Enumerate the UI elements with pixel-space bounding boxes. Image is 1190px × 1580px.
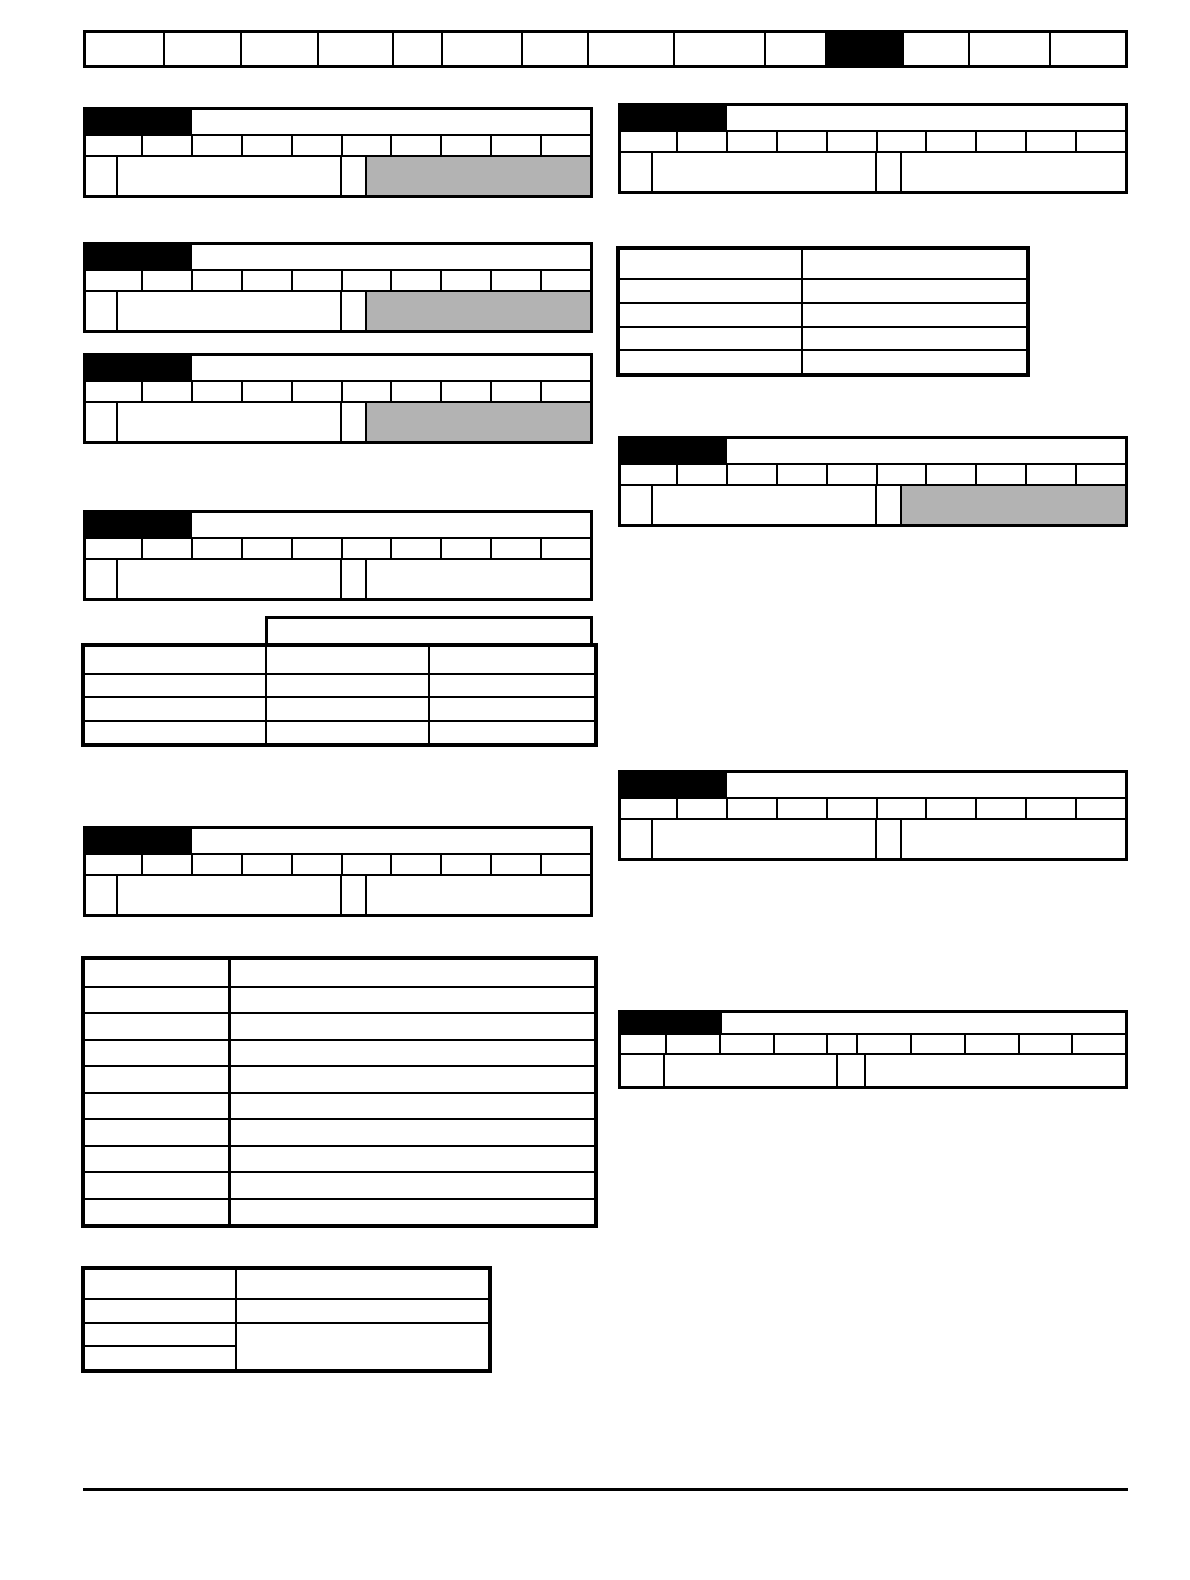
bit-cell xyxy=(667,1035,721,1053)
parameter-name xyxy=(192,513,590,537)
bit-cell xyxy=(621,799,678,818)
bit-cell xyxy=(878,799,928,818)
bit-cell xyxy=(392,382,442,401)
table-header-cell xyxy=(84,1269,236,1299)
bit-cell xyxy=(828,799,878,818)
bit-cell xyxy=(343,855,393,874)
default-marker xyxy=(877,820,902,858)
nav-item-active[interactable] xyxy=(827,33,904,65)
bit-cell xyxy=(86,539,143,558)
default-marker xyxy=(342,403,367,441)
table-cell xyxy=(619,327,802,351)
table-header-cell xyxy=(84,646,266,674)
parameter-name xyxy=(722,1013,1125,1033)
bit-cell xyxy=(1027,465,1077,484)
table-cell xyxy=(84,1093,229,1119)
parameter-range-row xyxy=(621,153,1125,191)
table-merged-cell xyxy=(236,1323,489,1370)
bit-cell xyxy=(977,799,1027,818)
parameter-name xyxy=(192,829,590,853)
table-cell xyxy=(802,303,1027,327)
table-cell xyxy=(229,1172,595,1198)
parameter-block xyxy=(83,107,593,198)
bit-cell xyxy=(243,855,293,874)
table-cell xyxy=(84,1299,236,1323)
range-value xyxy=(653,820,877,858)
table-cell xyxy=(229,1093,595,1119)
range-marker xyxy=(86,560,118,598)
parameter-number xyxy=(86,356,192,380)
table-cell xyxy=(802,279,1027,303)
parameter-range-row xyxy=(86,560,590,598)
parameter-range-row xyxy=(86,876,590,914)
bit-cell xyxy=(492,382,542,401)
parameter-name xyxy=(192,245,590,269)
parameter-number xyxy=(621,439,727,463)
bit-cell xyxy=(858,1035,912,1053)
bit-cell xyxy=(293,136,343,155)
bit-cell xyxy=(243,271,293,290)
bit-cell xyxy=(621,465,678,484)
bit-cell xyxy=(293,539,343,558)
table-cell xyxy=(229,1013,595,1039)
parameter-number xyxy=(86,513,192,537)
bit-cell xyxy=(143,539,193,558)
parameter-block xyxy=(618,436,1128,527)
bit-cell xyxy=(143,136,193,155)
table-header-cell xyxy=(619,249,802,279)
range-marker xyxy=(621,820,653,858)
parameter-name xyxy=(727,439,1125,463)
bit-cell xyxy=(293,271,343,290)
nav-item[interactable] xyxy=(904,33,970,65)
default-marker xyxy=(342,292,367,330)
parameter-block xyxy=(618,103,1128,194)
table-cell xyxy=(266,674,429,697)
table-cell xyxy=(84,1013,229,1039)
nav-item[interactable] xyxy=(1051,33,1125,65)
table-cell xyxy=(229,1146,595,1172)
table-cell xyxy=(229,1199,595,1226)
parameter-block xyxy=(618,1010,1128,1089)
default-marker xyxy=(342,560,367,598)
bit-cell xyxy=(143,855,193,874)
bit-cell xyxy=(392,271,442,290)
bit-cell xyxy=(542,271,590,290)
range-value xyxy=(118,292,342,330)
bit-cell xyxy=(828,132,878,151)
table-cell xyxy=(229,987,595,1013)
bit-cell xyxy=(728,132,778,151)
parameter-bit-row xyxy=(621,799,1125,820)
nav-item[interactable] xyxy=(242,33,319,65)
bit-cell xyxy=(678,799,728,818)
bit-cell xyxy=(86,855,143,874)
range-value xyxy=(118,157,342,195)
nav-item[interactable] xyxy=(86,33,165,65)
bit-cell xyxy=(966,1035,1020,1053)
parameter-block xyxy=(83,353,593,444)
bit-cell xyxy=(193,271,243,290)
nav-item[interactable] xyxy=(394,33,443,65)
bit-cell xyxy=(778,465,828,484)
bit-cell xyxy=(1077,465,1125,484)
bit-cell xyxy=(442,539,492,558)
table-cell xyxy=(84,1040,229,1066)
footer-divider xyxy=(83,1488,1128,1491)
bit-cell xyxy=(778,132,828,151)
range-marker xyxy=(86,157,118,195)
parameter-range-row xyxy=(86,403,590,441)
right-two-column-table xyxy=(618,248,1028,375)
parameter-bit-row xyxy=(621,132,1125,153)
parameter-range-row xyxy=(621,486,1125,524)
bit-cell xyxy=(1020,1035,1074,1053)
bit-cell xyxy=(492,271,542,290)
parameter-block xyxy=(83,242,593,333)
parameter-number xyxy=(621,106,727,130)
table-cell xyxy=(84,1346,236,1370)
bit-cell xyxy=(293,382,343,401)
bit-cell xyxy=(678,132,728,151)
bit-cell xyxy=(778,799,828,818)
parameter-block xyxy=(83,826,593,917)
bit-cell xyxy=(878,465,928,484)
bit-cell xyxy=(243,136,293,155)
bit-cell xyxy=(392,855,442,874)
range-marker xyxy=(621,1055,665,1086)
table-header-cell xyxy=(266,646,429,674)
nav-item[interactable] xyxy=(589,33,676,65)
bit-cell xyxy=(492,855,542,874)
bit-cell xyxy=(977,132,1027,151)
default-value xyxy=(902,820,1125,858)
header-nav-bar xyxy=(83,30,1128,68)
bit-cell xyxy=(912,1035,966,1053)
nav-item[interactable] xyxy=(675,33,766,65)
bit-cell xyxy=(542,136,590,155)
parameter-number xyxy=(621,773,727,797)
merged-two-column-table xyxy=(83,1268,490,1371)
table-cell xyxy=(429,697,595,720)
table-header-cell xyxy=(229,959,595,987)
parameter-number xyxy=(86,245,192,269)
table-cell xyxy=(266,697,429,720)
parameter-number xyxy=(621,1013,722,1033)
table-cell xyxy=(429,674,595,697)
table-cell xyxy=(84,987,229,1013)
parameter-name xyxy=(192,356,590,380)
bit-cell xyxy=(878,132,928,151)
nav-item[interactable] xyxy=(970,33,1051,65)
table-header-cell xyxy=(429,646,595,674)
table-cell xyxy=(84,1119,229,1145)
bit-cell xyxy=(86,271,143,290)
default-marker xyxy=(877,486,902,524)
bit-cell xyxy=(828,1035,858,1053)
nav-item[interactable] xyxy=(443,33,523,65)
bit-cell xyxy=(442,855,492,874)
bit-cell xyxy=(542,539,590,558)
range-marker xyxy=(86,292,118,330)
parameter-bit-row xyxy=(86,855,590,876)
default-value xyxy=(367,876,590,914)
table-cell xyxy=(619,350,802,374)
two-column-table xyxy=(83,958,596,1226)
bit-cell xyxy=(243,539,293,558)
table-header-cell xyxy=(236,1269,489,1299)
table-cell xyxy=(266,721,429,744)
default-marker xyxy=(342,876,367,914)
default-marker xyxy=(877,153,902,191)
table-cell xyxy=(229,1119,595,1145)
table-cell xyxy=(84,697,266,720)
table-cell xyxy=(619,303,802,327)
bit-cell xyxy=(492,136,542,155)
bit-cell xyxy=(86,382,143,401)
parameter-bit-row xyxy=(621,465,1125,486)
bit-cell xyxy=(1077,799,1125,818)
bit-cell xyxy=(542,382,590,401)
bit-cell xyxy=(143,382,193,401)
parameter-range-row xyxy=(621,820,1125,858)
table-cell xyxy=(84,1199,229,1226)
range-marker xyxy=(86,403,118,441)
bit-cell xyxy=(492,539,542,558)
parameter-name xyxy=(192,110,590,134)
default-value-shaded xyxy=(367,403,590,441)
bit-cell xyxy=(343,271,393,290)
bit-cell xyxy=(542,855,590,874)
bit-cell xyxy=(621,1035,667,1053)
range-marker xyxy=(86,876,118,914)
table-group-header xyxy=(265,616,593,646)
default-value-shaded xyxy=(367,292,590,330)
table-cell xyxy=(84,721,266,744)
nav-item[interactable] xyxy=(766,33,827,65)
parameter-range-row xyxy=(86,292,590,330)
parameter-name xyxy=(727,106,1125,130)
bit-cell xyxy=(728,465,778,484)
bit-cell xyxy=(442,136,492,155)
table-cell xyxy=(229,1066,595,1092)
bit-cell xyxy=(193,855,243,874)
parameter-bit-row xyxy=(86,271,590,292)
table-cell xyxy=(84,1146,229,1172)
parameter-number xyxy=(86,829,192,853)
table-cell xyxy=(429,721,595,744)
parameter-bit-row xyxy=(621,1035,1125,1055)
parameter-bit-row xyxy=(86,136,590,157)
bit-cell xyxy=(143,271,193,290)
parameter-block xyxy=(83,510,593,601)
default-value-shaded xyxy=(367,157,590,195)
default-marker xyxy=(838,1055,866,1086)
table-cell xyxy=(619,279,802,303)
bit-cell xyxy=(343,382,393,401)
table-cell xyxy=(84,674,266,697)
bit-cell xyxy=(343,136,393,155)
range-value xyxy=(653,153,877,191)
default-value xyxy=(902,153,1125,191)
bit-cell xyxy=(293,855,343,874)
range-value xyxy=(118,876,342,914)
bit-cell xyxy=(1027,132,1077,151)
table-header-cell xyxy=(84,959,229,987)
bit-cell xyxy=(721,1035,775,1053)
bit-cell xyxy=(621,132,678,151)
bit-cell xyxy=(442,382,492,401)
bit-cell xyxy=(193,539,243,558)
parameter-name xyxy=(727,773,1125,797)
range-marker xyxy=(621,486,653,524)
range-value xyxy=(665,1055,838,1086)
default-marker xyxy=(342,157,367,195)
bit-cell xyxy=(678,465,728,484)
table-cell xyxy=(84,1066,229,1092)
bit-cell xyxy=(243,382,293,401)
nav-item[interactable] xyxy=(319,33,394,65)
bit-cell xyxy=(828,465,878,484)
table-cell xyxy=(229,1040,595,1066)
bit-cell xyxy=(392,136,442,155)
bit-cell xyxy=(1027,799,1077,818)
default-value-shaded xyxy=(902,486,1125,524)
default-value xyxy=(866,1055,1125,1086)
table-cell xyxy=(236,1299,489,1323)
bit-cell xyxy=(927,132,977,151)
parameter-bit-row xyxy=(86,539,590,560)
parameter-bit-row xyxy=(86,382,590,403)
table-cell xyxy=(84,1172,229,1198)
range-value xyxy=(653,486,877,524)
range-marker xyxy=(621,153,653,191)
bit-cell xyxy=(1077,132,1125,151)
bit-cell xyxy=(927,799,977,818)
bit-cell xyxy=(927,465,977,484)
parameter-block xyxy=(618,770,1128,861)
parameter-range-row xyxy=(86,157,590,195)
bit-cell xyxy=(1073,1035,1125,1053)
bit-cell xyxy=(392,539,442,558)
range-value xyxy=(118,403,342,441)
bit-cell xyxy=(193,136,243,155)
nav-item[interactable] xyxy=(165,33,242,65)
bit-cell xyxy=(86,136,143,155)
bit-cell xyxy=(343,539,393,558)
bit-cell xyxy=(728,799,778,818)
bit-cell xyxy=(977,465,1027,484)
parameter-range-row xyxy=(621,1055,1125,1086)
bit-cell xyxy=(775,1035,829,1053)
bit-cell xyxy=(442,271,492,290)
table-cell xyxy=(84,1323,236,1347)
nav-item[interactable] xyxy=(523,33,589,65)
table-cell xyxy=(802,327,1027,351)
range-value xyxy=(118,560,342,598)
three-column-table xyxy=(83,645,596,745)
table-header-cell xyxy=(802,249,1027,279)
table-cell xyxy=(802,350,1027,374)
bit-cell xyxy=(193,382,243,401)
default-value xyxy=(367,560,590,598)
parameter-number xyxy=(86,110,192,134)
